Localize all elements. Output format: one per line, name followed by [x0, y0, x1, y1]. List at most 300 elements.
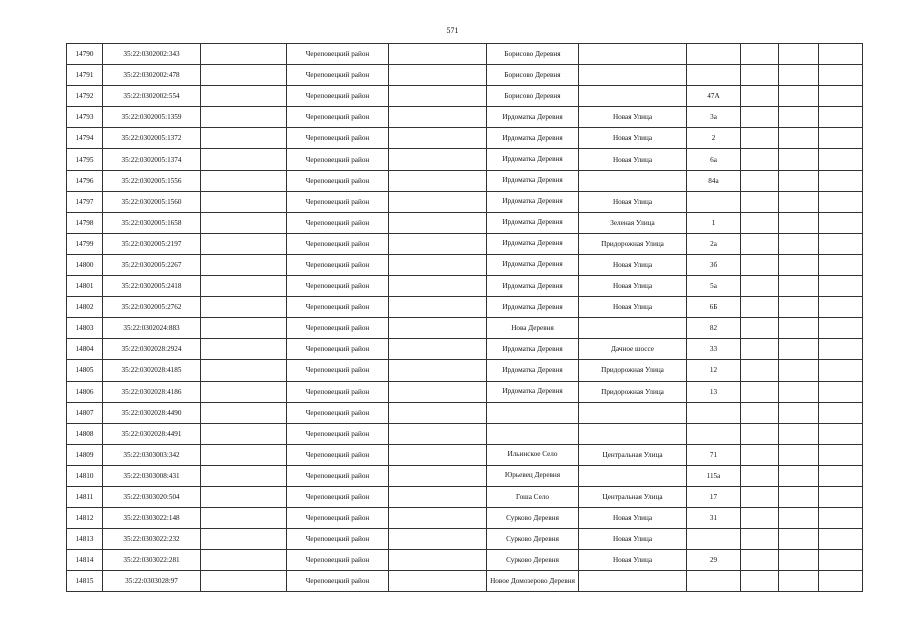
cadastral-number-cell: 35:22:0303020:504 [103, 486, 201, 507]
empty-cell [779, 86, 819, 107]
locality-cell: Ирдоматка Деревня [487, 339, 579, 360]
empty-cell [741, 107, 779, 128]
district-cell: Череповецкий район [287, 444, 389, 465]
row-number-cell: 14804 [67, 339, 103, 360]
table-row [67, 297, 863, 318]
house-number-cell [687, 402, 741, 423]
empty-cell [201, 233, 287, 254]
street-cell: Дачное шоссе [579, 339, 687, 360]
empty-cell [201, 381, 287, 402]
district-cell: Череповецкий район [287, 149, 389, 170]
cadastral-number-cell: 35:22:0302028:4490 [103, 402, 201, 423]
row-number-cell: 14793 [67, 107, 103, 128]
locality-cell: Ирдоматка Деревня [487, 191, 579, 212]
empty-cell [201, 465, 287, 486]
table-row [67, 381, 863, 402]
street-cell [579, 402, 687, 423]
empty-cell [389, 128, 487, 149]
street-cell: Новая Улица [579, 107, 687, 128]
house-number-cell: 2 [687, 128, 741, 149]
locality-cell: Юрьевец Деревня [487, 465, 579, 486]
empty-cell [741, 233, 779, 254]
empty-cell [779, 360, 819, 381]
house-number-cell [687, 191, 741, 212]
cadastral-number-cell: 35:22:0302005:1359 [103, 107, 201, 128]
table-row [67, 107, 863, 128]
empty-cell [201, 86, 287, 107]
cadastral-number-cell: 35:22:0302028:4186 [103, 381, 201, 402]
empty-cell [741, 44, 779, 65]
empty-cell [779, 381, 819, 402]
empty-cell [389, 233, 487, 254]
locality-cell: Ирдоматка Деревня [487, 360, 579, 381]
empty-cell [779, 465, 819, 486]
cadastral-number-cell: 35:22:0303008:431 [103, 465, 201, 486]
empty-cell [389, 170, 487, 191]
empty-cell [819, 149, 863, 170]
empty-cell [741, 212, 779, 233]
locality-cell: Сурково Деревня [487, 508, 579, 529]
district-cell: Череповецкий район [287, 339, 389, 360]
locality-cell: Ирдоматка Деревня [487, 297, 579, 318]
street-cell [579, 571, 687, 592]
empty-cell [201, 128, 287, 149]
empty-cell [201, 44, 287, 65]
street-cell: Новая Улица [579, 254, 687, 275]
empty-cell [779, 149, 819, 170]
empty-cell [389, 191, 487, 212]
empty-cell [819, 550, 863, 571]
row-number-cell: 14801 [67, 276, 103, 297]
table-row [67, 444, 863, 465]
street-cell [579, 170, 687, 191]
locality-cell: Борисово Деревня [487, 86, 579, 107]
district-cell: Череповецкий район [287, 191, 389, 212]
row-number-cell: 14805 [67, 360, 103, 381]
house-number-cell: 13 [687, 381, 741, 402]
empty-cell [389, 65, 487, 86]
district-cell: Череповецкий район [287, 297, 389, 318]
table-row [67, 571, 863, 592]
locality-cell: Нова Деревня [487, 318, 579, 339]
empty-cell [201, 360, 287, 381]
empty-cell [201, 170, 287, 191]
table-row [67, 318, 863, 339]
empty-cell [819, 339, 863, 360]
locality-cell: Борисово Деревня [487, 44, 579, 65]
street-cell: Новая Улица [579, 128, 687, 149]
locality-cell: Ирдоматка Деревня [487, 149, 579, 170]
registry-table [66, 43, 863, 592]
cadastral-number-cell: 35:22:0302005:1372 [103, 128, 201, 149]
empty-cell [741, 360, 779, 381]
house-number-cell: 47А [687, 86, 741, 107]
street-cell [579, 65, 687, 86]
locality-cell: Гоша Село [487, 486, 579, 507]
district-cell: Череповецкий район [287, 65, 389, 86]
empty-cell [819, 233, 863, 254]
empty-cell [201, 550, 287, 571]
cadastral-number-cell: 35:22:0302002:554 [103, 86, 201, 107]
house-number-cell: 84а [687, 170, 741, 191]
empty-cell [819, 423, 863, 444]
empty-cell [779, 297, 819, 318]
empty-cell [389, 529, 487, 550]
empty-cell [779, 191, 819, 212]
house-number-cell: 17 [687, 486, 741, 507]
house-number-cell [687, 529, 741, 550]
empty-cell [819, 360, 863, 381]
cadastral-number-cell: 35:22:0302005:1556 [103, 170, 201, 191]
district-cell: Череповецкий район [287, 276, 389, 297]
district-cell: Череповецкий район [287, 486, 389, 507]
empty-cell [779, 339, 819, 360]
empty-cell [819, 191, 863, 212]
empty-cell [779, 65, 819, 86]
cadastral-number-cell: 35:22:0303003:342 [103, 444, 201, 465]
empty-cell [389, 465, 487, 486]
district-cell: Череповецкий район [287, 128, 389, 149]
empty-cell [201, 529, 287, 550]
table-row [67, 233, 863, 254]
empty-cell [389, 339, 487, 360]
empty-cell [389, 381, 487, 402]
locality-cell [487, 423, 579, 444]
row-number-cell: 14791 [67, 65, 103, 86]
street-cell: Новая Улица [579, 149, 687, 170]
row-number-cell: 14811 [67, 486, 103, 507]
empty-cell [741, 170, 779, 191]
house-number-cell [687, 571, 741, 592]
empty-cell [201, 318, 287, 339]
locality-cell: Ирдоматка Деревня [487, 276, 579, 297]
empty-cell [389, 107, 487, 128]
locality-cell [487, 402, 579, 423]
empty-cell [779, 254, 819, 275]
street-cell: Придорожная Улица [579, 360, 687, 381]
empty-cell [201, 65, 287, 86]
locality-cell: Ирдоматка Деревня [487, 128, 579, 149]
house-number-cell: 33 [687, 339, 741, 360]
table-row [67, 254, 863, 275]
row-number-cell: 14800 [67, 254, 103, 275]
empty-cell [201, 402, 287, 423]
empty-cell [779, 212, 819, 233]
empty-cell [389, 402, 487, 423]
table-row [67, 65, 863, 86]
empty-cell [741, 191, 779, 212]
empty-cell [819, 65, 863, 86]
street-cell [579, 318, 687, 339]
house-number-cell: 1 [687, 212, 741, 233]
empty-cell [819, 297, 863, 318]
empty-cell [389, 149, 487, 170]
house-number-cell: 31 [687, 508, 741, 529]
house-number-cell: 6а [687, 149, 741, 170]
house-number-cell: 71 [687, 444, 741, 465]
empty-cell [201, 423, 287, 444]
empty-cell [779, 44, 819, 65]
empty-cell [819, 128, 863, 149]
cadastral-number-cell: 35:22:0303022:281 [103, 550, 201, 571]
locality-cell: Ирдоматка Деревня [487, 107, 579, 128]
empty-cell [819, 318, 863, 339]
empty-cell [779, 318, 819, 339]
district-cell: Череповецкий район [287, 465, 389, 486]
empty-cell [741, 318, 779, 339]
empty-cell [201, 191, 287, 212]
table-row [67, 86, 863, 107]
empty-cell [741, 465, 779, 486]
row-number-cell: 14796 [67, 170, 103, 191]
empty-cell [819, 170, 863, 191]
empty-cell [741, 381, 779, 402]
empty-cell [389, 212, 487, 233]
house-number-cell: 82 [687, 318, 741, 339]
district-cell: Череповецкий район [287, 550, 389, 571]
empty-cell [741, 486, 779, 507]
empty-cell [779, 508, 819, 529]
empty-cell [741, 128, 779, 149]
house-number-cell [687, 44, 741, 65]
table-row [67, 529, 863, 550]
house-number-cell: 2а [687, 233, 741, 254]
cadastral-number-cell: 35:22:0302005:1374 [103, 149, 201, 170]
empty-cell [819, 508, 863, 529]
empty-cell [741, 149, 779, 170]
street-cell [579, 86, 687, 107]
cadastral-number-cell: 35:22:0302028:4185 [103, 360, 201, 381]
cadastral-number-cell: 35:22:0303022:232 [103, 529, 201, 550]
table-row [67, 465, 863, 486]
empty-cell [779, 170, 819, 191]
locality-cell: Ирдоматка Деревня [487, 233, 579, 254]
district-cell: Череповецкий район [287, 254, 389, 275]
empty-cell [389, 276, 487, 297]
table-row [67, 191, 863, 212]
cadastral-number-cell: 35:22:0302005:1658 [103, 212, 201, 233]
district-cell: Череповецкий район [287, 571, 389, 592]
empty-cell [741, 339, 779, 360]
registry-body [67, 44, 863, 592]
district-cell: Череповецкий район [287, 107, 389, 128]
street-cell: Новая Улица [579, 191, 687, 212]
table-row [67, 170, 863, 191]
empty-cell [389, 486, 487, 507]
empty-cell [741, 254, 779, 275]
cadastral-number-cell: 35:22:0302005:2197 [103, 233, 201, 254]
district-cell: Череповецкий район [287, 212, 389, 233]
cadastral-number-cell: 35:22:0302002:343 [103, 44, 201, 65]
empty-cell [819, 107, 863, 128]
house-number-cell: 3б [687, 254, 741, 275]
locality-cell: Сурково Деревня [487, 529, 579, 550]
empty-cell [741, 423, 779, 444]
district-cell: Череповецкий район [287, 423, 389, 444]
table-row [67, 508, 863, 529]
district-cell: Череповецкий район [287, 170, 389, 191]
cadastral-number-cell: 35:22:0302005:2762 [103, 297, 201, 318]
row-number-cell: 14807 [67, 402, 103, 423]
empty-cell [819, 381, 863, 402]
district-cell: Череповецкий район [287, 381, 389, 402]
empty-cell [389, 508, 487, 529]
district-cell: Череповецкий район [287, 529, 389, 550]
house-number-cell: 3а [687, 107, 741, 128]
empty-cell [389, 444, 487, 465]
empty-cell [389, 360, 487, 381]
table-row [67, 276, 863, 297]
district-cell: Череповецкий район [287, 233, 389, 254]
empty-cell [201, 276, 287, 297]
street-cell [579, 44, 687, 65]
locality-cell: Ирдоматка Деревня [487, 170, 579, 191]
locality-cell: Ильинское Село [487, 444, 579, 465]
cadastral-number-cell: 35:22:0303028:97 [103, 571, 201, 592]
locality-cell: Ирдоматка Деревня [487, 212, 579, 233]
empty-cell [389, 254, 487, 275]
table-row [67, 486, 863, 507]
empty-cell [779, 529, 819, 550]
street-cell: Центральная Улица [579, 486, 687, 507]
street-cell: Центральная Улица [579, 444, 687, 465]
empty-cell [201, 254, 287, 275]
empty-cell [819, 212, 863, 233]
empty-cell [779, 107, 819, 128]
cadastral-number-cell: 35:22:0302024:883 [103, 318, 201, 339]
cadastral-number-cell: 35:22:0302028:4491 [103, 423, 201, 444]
house-number-cell: 5а [687, 276, 741, 297]
empty-cell [389, 318, 487, 339]
house-number-cell: 29 [687, 550, 741, 571]
cadastral-number-cell: 35:22:0302005:2418 [103, 276, 201, 297]
empty-cell [819, 254, 863, 275]
table-row [67, 128, 863, 149]
empty-cell [741, 297, 779, 318]
street-cell: Новая Улица [579, 276, 687, 297]
row-number-cell: 14803 [67, 318, 103, 339]
table-row [67, 44, 863, 65]
house-number-cell [687, 423, 741, 444]
empty-cell [741, 550, 779, 571]
locality-cell: Сурково Деревня [487, 550, 579, 571]
locality-cell: Ирдоматка Деревня [487, 254, 579, 275]
empty-cell [741, 86, 779, 107]
empty-cell [201, 486, 287, 507]
empty-cell [201, 212, 287, 233]
empty-cell [779, 276, 819, 297]
empty-cell [779, 233, 819, 254]
street-cell: Зеленая Улица [579, 212, 687, 233]
empty-cell [389, 297, 487, 318]
table-row [67, 339, 863, 360]
empty-cell [201, 149, 287, 170]
empty-cell [819, 444, 863, 465]
empty-cell [741, 402, 779, 423]
empty-cell [819, 486, 863, 507]
row-number-cell: 14810 [67, 465, 103, 486]
cadastral-number-cell: 35:22:0302002:478 [103, 65, 201, 86]
empty-cell [779, 128, 819, 149]
street-cell: Придорожная Улица [579, 233, 687, 254]
empty-cell [819, 44, 863, 65]
cadastral-number-cell: 35:22:0302005:1560 [103, 191, 201, 212]
house-number-cell: 115а [687, 465, 741, 486]
row-number-cell: 14813 [67, 529, 103, 550]
table-row [67, 212, 863, 233]
empty-cell [779, 550, 819, 571]
empty-cell [389, 44, 487, 65]
row-number-cell: 14792 [67, 86, 103, 107]
row-number-cell: 14814 [67, 550, 103, 571]
page-number: 571 [446, 26, 459, 35]
street-cell: Новая Улица [579, 508, 687, 529]
district-cell: Череповецкий район [287, 318, 389, 339]
row-number-cell: 14815 [67, 571, 103, 592]
empty-cell [819, 571, 863, 592]
table-row [67, 360, 863, 381]
table-row [67, 550, 863, 571]
empty-cell [201, 297, 287, 318]
row-number-cell: 14806 [67, 381, 103, 402]
empty-cell [819, 86, 863, 107]
cadastral-number-cell: 35:22:0303022:148 [103, 508, 201, 529]
empty-cell [741, 571, 779, 592]
row-number-cell: 14809 [67, 444, 103, 465]
street-cell [579, 465, 687, 486]
house-number-cell: 12 [687, 360, 741, 381]
locality-cell: Ирдоматка Деревня [487, 381, 579, 402]
empty-cell [741, 444, 779, 465]
row-number-cell: 14794 [67, 128, 103, 149]
row-number-cell: 14802 [67, 297, 103, 318]
empty-cell [741, 508, 779, 529]
empty-cell [779, 486, 819, 507]
table-row [67, 402, 863, 423]
empty-cell [819, 276, 863, 297]
empty-cell [201, 508, 287, 529]
row-number-cell: 14798 [67, 212, 103, 233]
district-cell: Череповецкий район [287, 508, 389, 529]
row-number-cell: 14799 [67, 233, 103, 254]
district-cell: Череповецкий район [287, 360, 389, 381]
empty-cell [819, 465, 863, 486]
empty-cell [779, 402, 819, 423]
cadastral-number-cell: 35:22:0302028:2924 [103, 339, 201, 360]
empty-cell [741, 276, 779, 297]
empty-cell [201, 444, 287, 465]
street-cell: Новая Улица [579, 550, 687, 571]
empty-cell [201, 571, 287, 592]
empty-cell [819, 529, 863, 550]
empty-cell [389, 423, 487, 444]
row-number-cell: 14808 [67, 423, 103, 444]
empty-cell [819, 402, 863, 423]
empty-cell [389, 571, 487, 592]
street-cell: Новая Улица [579, 297, 687, 318]
street-cell: Новая Улица [579, 529, 687, 550]
empty-cell [389, 86, 487, 107]
house-number-cell [687, 65, 741, 86]
empty-cell [779, 423, 819, 444]
row-number-cell: 14790 [67, 44, 103, 65]
table-row [67, 423, 863, 444]
row-number-cell: 14812 [67, 508, 103, 529]
cadastral-number-cell: 35:22:0302005:2267 [103, 254, 201, 275]
empty-cell [779, 444, 819, 465]
empty-cell [201, 339, 287, 360]
street-cell [579, 423, 687, 444]
